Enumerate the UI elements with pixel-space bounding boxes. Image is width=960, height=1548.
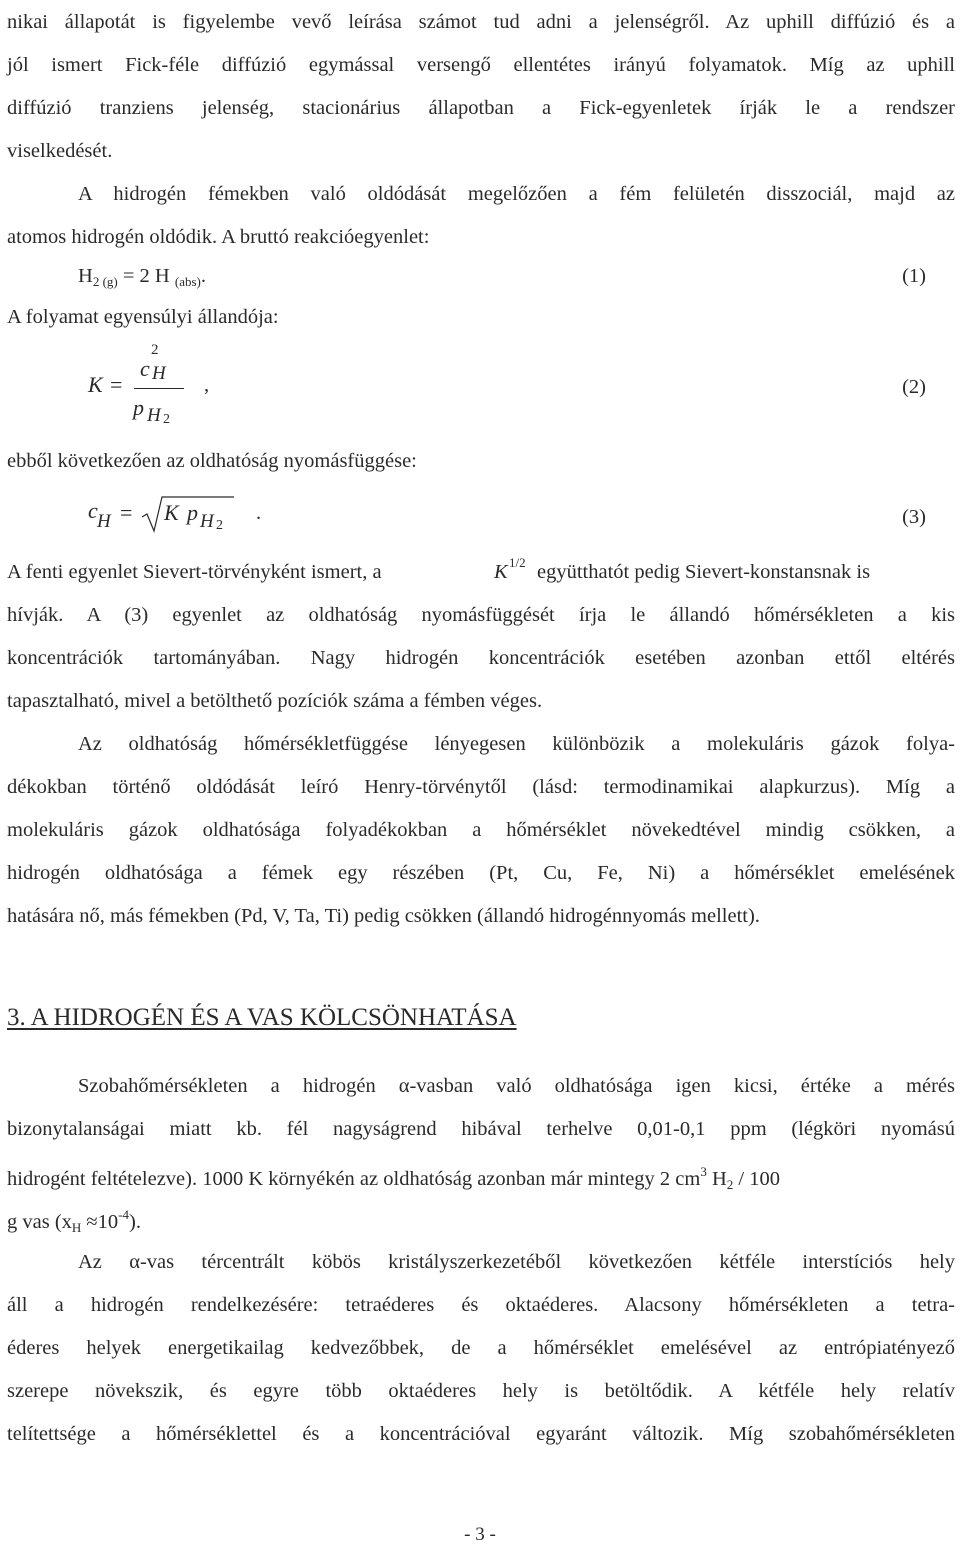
eq2-c-sup: 2 [151, 342, 159, 358]
paragraph-line: ebből következően az oldhatóság nyomásfüggése: [7, 450, 417, 472]
paragraph-line: A folyamat egyensúlyi állandója: [7, 306, 279, 328]
approx-value: ≈10 [86, 1211, 119, 1233]
eq2-equals: = [110, 372, 123, 397]
eq2-c-sub: H [152, 363, 166, 384]
eq2-k: K [88, 372, 103, 397]
paragraph-line: áll a hidrogén rendelkezésére: tetraéderes és oktaéderes. Alacsony hőmérsékleten a tetra- [7, 1294, 955, 1316]
eq2-c: c [140, 356, 150, 381]
paragraph-line: éderes helyek energetikailag kedvezőbbek, de a hőmérséklet emelésével az entrópiatényező [7, 1337, 955, 1359]
paragraph-line-solubility [7, 1157, 955, 1200]
eq3-k: K [164, 500, 179, 525]
sievert-k: K [494, 561, 508, 583]
paragraph-line: atomos hidrogén oldódik. A bruttó reakcióegyenlet: [7, 226, 430, 248]
eq3-p-sub2: 2 [216, 518, 223, 533]
closing-paren: ). [129, 1211, 141, 1233]
paragraph-line: diffúzió tranziens jelenség, stacionárius állapotban a Fick-egyenletek írják le a rendszer [7, 97, 955, 119]
sievert-k-exp: 1/2 [509, 555, 526, 570]
page-number: - 3 - [464, 1524, 496, 1545]
paragraph-line: Szobahőmérsékleten a hidrogén α-vasban való oldhatósága igen kicsi, értéke a mérés [78, 1075, 955, 1097]
paragraph-line: hatására nő, más fémekben (Pd, V, Ta, Ti) pedig csökken (állandó hidrogénnyomás mellett). [7, 905, 760, 927]
fraction-bar [134, 388, 184, 389]
h2-h: H [711, 1168, 727, 1190]
paragraph-line: jól ismert Fick-féle diffúzió egymással versengő ellentétes irányú folyamatok. Míg az uphill [7, 54, 955, 76]
solubility-text: hidrogént feltételezve). 1000 K környékén az oldhatóság azonban már mintegy 2 cm [7, 1168, 701, 1190]
eq1-h: H [78, 265, 93, 287]
sievert-text-a: A fenti egyenlet Sievert-törvényként ismert, a [7, 561, 382, 583]
paragraph-line: bizonytalanságai miatt kb. fél nagyságrend hibával terhelve 0,01-0,1 ppm (légköri nyomású [7, 1118, 955, 1140]
paragraph-line: dékokban történő oldódását leíró Henry-törvénytől (lásd: termodinamikai alapkurzus). Míg a [7, 776, 955, 798]
paragraph-line: A hidrogén fémekben való oldódását megelőzően a fém felületén disszociál, majd az [78, 183, 955, 205]
equation-number-3: (3) [902, 506, 926, 528]
paragraph-line: hidrogén oldhatósága a fémek egy részében (Pt, Cu, Fe, Ni) a hőmérséklet emelésének [7, 862, 955, 884]
paragraph-line: hívják. A (3) egyenlet az oldhatóság nyomásfüggését írja le állandó hőmérsékleten a kis [7, 604, 955, 626]
eq1-rhs: = 2 H [122, 265, 170, 287]
eq3-p: p [187, 500, 198, 525]
h2-sub: 2 [726, 1177, 734, 1192]
paragraph-line: koncentrációk tartományában. Nagy hidrogén koncentrációk esetében azonban ettől eltérés [7, 647, 955, 669]
paragraph-line: szerepe növekszik, és egyre több oktaéderes hely is betöltődik. A kétféle hely relatív [7, 1380, 955, 1402]
exp-minus4: -4 [118, 1207, 130, 1222]
sievert-text-b: együtthatót pedig Sievert-konstansnak is [537, 561, 871, 583]
eq3-dot: . [256, 502, 262, 524]
eq1-sub-abs: (abs) [174, 274, 201, 289]
eq2-p-sub2: 2 [163, 412, 170, 427]
paragraph-line: Az oldhatóság hőmérsékletfüggése lényegesen különbözik a molekuláris gázok folya- [78, 733, 955, 755]
equation-number-1: (1) [902, 265, 926, 287]
eq2-p: p [133, 395, 144, 420]
paragraph-line: telítettsége a hőmérséklettel és a koncentrációval egyaránt változik. Míg szobahőmérsékleten [7, 1423, 955, 1445]
eq1-dot: . [200, 265, 206, 287]
section-heading: 3. A HIDROGÉN ÉS A VAS KÖLCSÖNHATÁSA [7, 1004, 517, 1031]
paragraph-line: Az α-vas tércentrált köbös kristályszerkezetéből következően kétféle interstíciós hely [78, 1251, 955, 1273]
paragraph-line: molekuláris gázok oldhatósága folyadékokban a hőmérséklet növekedtével mindig csökken, a [7, 819, 955, 841]
equation-number-2: (2) [902, 376, 926, 398]
cm-exponent: 3 [700, 1164, 707, 1179]
paragraph-line: viselkedését. [7, 140, 113, 162]
paragraph-line: nikai állapotát is figyelembe vevő leírása számot tud adni a jelenségről. Az uphill diffúzió és a [7, 11, 955, 33]
eq3-c-sub: H [97, 511, 111, 532]
eq2-p-sub: H [147, 405, 161, 426]
vas-text: g vas (x [7, 1211, 72, 1233]
eq1-sub-g: 2 (g) [92, 274, 118, 289]
paragraph-line-fraction [7, 1200, 955, 1243]
per-100: / 100 [738, 1168, 780, 1190]
xh-sub: H [71, 1220, 82, 1235]
eq3-p-sub: H [200, 511, 214, 532]
eq3-c: c [88, 498, 98, 523]
equation-1 [78, 261, 206, 297]
eq3-equals: = [120, 500, 133, 525]
eq2-comma: , [204, 374, 210, 396]
paragraph-line: tapasztalható, mivel a betölthető pozíciók száma a fémben véges. [7, 690, 543, 712]
